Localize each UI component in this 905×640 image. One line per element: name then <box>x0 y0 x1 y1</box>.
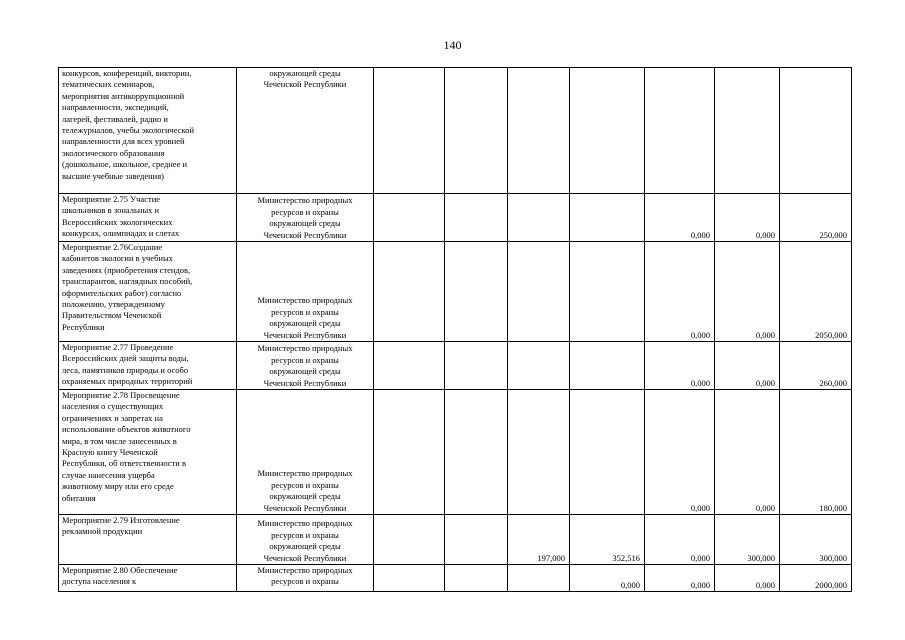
value-cell: 300,000 <box>715 515 780 565</box>
value-cell: 0,000 <box>645 242 715 342</box>
executor-cell: Министерство природных ресурсов и охраны окружающей среды Чеченской Республики <box>237 242 374 342</box>
table-body <box>59 68 852 592</box>
value-cell <box>374 194 445 242</box>
value-cell <box>374 515 445 565</box>
value-cell <box>445 342 508 390</box>
table-row <box>59 68 852 194</box>
executor-cell: Министерство природных ресурсов и охраны <box>237 565 374 592</box>
value-cell: 197,000 <box>508 515 570 565</box>
value-cell <box>445 390 508 515</box>
executor-cell: Министерство природных ресурсов и охраны окружающей среды Чеченской Республики <box>237 515 374 565</box>
value-cell <box>645 68 715 194</box>
value-cell: 0,000 <box>715 194 780 242</box>
value-cell <box>508 342 570 390</box>
executor-cell: окружающей среды Чеченской Республики <box>237 68 374 194</box>
value-cell: 0,000 <box>645 565 715 592</box>
page-number: 140 <box>443 38 462 52</box>
activity-cell: Мероприятие 2.76Создание кабинетов экологии в учебных заведениях (приобретения стендов, транспарантов, наглядных пособий, оформительских работ) согласно положению, утвержденному Правительством Чеченской Республики <box>59 242 237 342</box>
value-cell <box>445 565 508 592</box>
value-cell <box>374 565 445 592</box>
value-cell <box>570 194 645 242</box>
value-cell: 2050,000 <box>780 242 852 342</box>
value-cell: 300,000 <box>780 515 852 565</box>
value-cell: 0,000 <box>645 194 715 242</box>
value-cell: 0,000 <box>715 342 780 390</box>
table-row <box>59 515 852 565</box>
value-cell <box>508 565 570 592</box>
value-cell <box>715 68 780 194</box>
value-cell <box>445 515 508 565</box>
table-row <box>59 390 852 515</box>
executor-cell: Министерство природных ресурсов и охраны окружающей среды Чеченской Республики <box>237 390 374 515</box>
value-cell <box>780 68 852 194</box>
value-cell: 180,000 <box>780 390 852 515</box>
value-cell: 0,000 <box>645 390 715 515</box>
value-cell <box>570 68 645 194</box>
activity-cell: Мероприятие 2.75 Участие школьников в зональных и Всероссийских экологических конкурсах, олимпиадах и слетах <box>59 194 237 242</box>
executor-cell: Министерство природных ресурсов и охраны окружающей среды Чеченской Республики <box>237 194 374 242</box>
value-cell <box>570 342 645 390</box>
table-row <box>59 242 852 342</box>
executor-cell: Министерство природных ресурсов и охраны окружающей среды Чеченской Республики <box>237 342 374 390</box>
value-cell <box>445 194 508 242</box>
value-cell <box>374 68 445 194</box>
activity-cell: конкурсов, конференций, викторин, тематических семинаров, мероприятия антикоррупционной направленности, экспедиций, лагерей, фестивалей, радио и тележурналов, учебы экологической направленности для всех уровней экологического образования (дошкольное, школьное, среднее и высшие учебные заведения) <box>59 68 237 194</box>
table-row <box>59 342 852 390</box>
value-cell <box>508 242 570 342</box>
value-cell <box>374 342 445 390</box>
activity-cell: Мероприятие 2.80 Обеспечение доступа населения к <box>59 565 237 592</box>
value-cell <box>374 242 445 342</box>
value-cell: 0,000 <box>715 390 780 515</box>
value-cell: 0,000 <box>715 242 780 342</box>
value-cell <box>374 390 445 515</box>
activity-cell: Мероприятие 2.79 Изготовление рекламной продукции <box>59 515 237 565</box>
value-cell <box>445 242 508 342</box>
activities-table <box>58 67 852 592</box>
value-cell <box>570 242 645 342</box>
value-cell: 0,000 <box>645 342 715 390</box>
value-cell: 0,000 <box>645 515 715 565</box>
value-cell <box>445 68 508 194</box>
value-cell: 352,516 <box>570 515 645 565</box>
table-row <box>59 194 852 242</box>
value-cell <box>508 68 570 194</box>
activity-cell: Мероприятие 2.77 Проведение Всероссийских дней защиты воды, леса, памятников природы и особо охраняемых природных территорий <box>59 342 237 390</box>
value-cell: 260,000 <box>780 342 852 390</box>
value-cell: 0,000 <box>715 565 780 592</box>
activity-cell: Мероприятие 2.78 Просвещение населения о существующих ограничениях и запретах на использование объектов животного мира, в том числе занесенных в Красную книгу Чеченской Республики, об ответственности в случае нанесения ущерба животному миру или его среде обитания <box>59 390 237 515</box>
value-cell: 0,000 <box>570 565 645 592</box>
value-cell: 250,000 <box>780 194 852 242</box>
table-row <box>59 565 852 592</box>
value-cell: 2000,000 <box>780 565 852 592</box>
value-cell <box>508 194 570 242</box>
value-cell <box>508 390 570 515</box>
value-cell <box>570 390 645 515</box>
